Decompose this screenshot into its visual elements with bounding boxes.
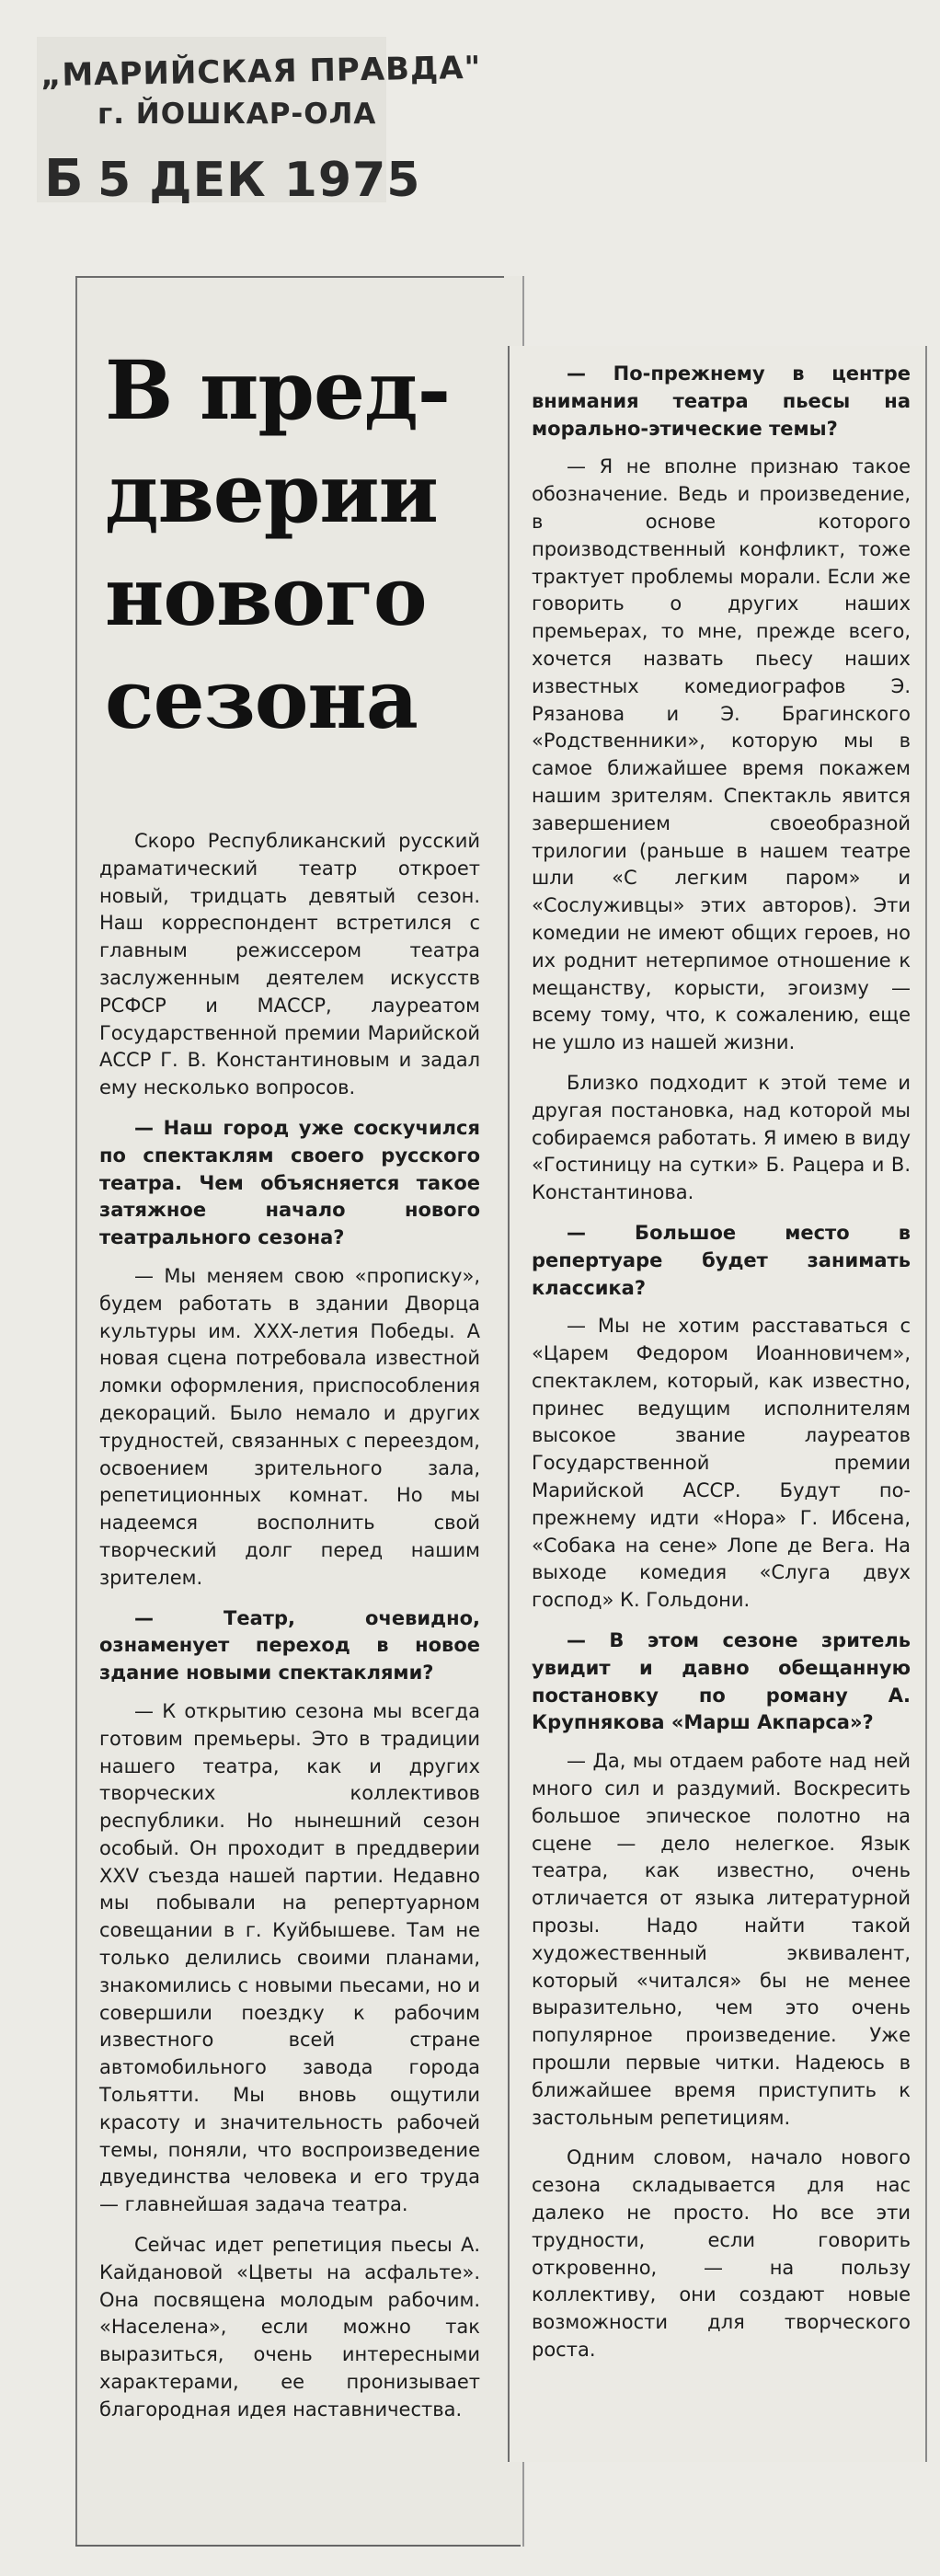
headline-line: сезона [105,651,418,747]
answer-4: — Мы не хотим расставаться с «Царем Федором Иоанновичем», спектаклем, который, как известно, принес ведущим исполнителям высокое звание лауреатов Государственной премии Марийской АССР. Будут по-прежнему идти «Нора» Г. Ибсена, «Собака на сене» Лопе де Вега. На выходе комедия «Слуга двух господ» К. Гольдони. [532,1315,911,1612]
question-4: — Большое место в репертуаре будет занимать классика? [532,1221,911,1299]
left-column [99,828,480,2424]
answer-3: — Я не вполне признаю такое обозначение. Ведь и произведение, в основе которого производственный конфликт, тоже трактует проблемы морали. Если же говорить о других наших премьерах, то мне, прежде всего, хочется назвать пьесу наших известных комедиографов Э. Рязанова и Э. Брагинского «Родственники», которую мы в самое ближайшее время покажем нашим зрителям. Спектакль явится завершением своеобразной трилогии (раньше в нашем театре шли «С легким паром» и «Сослуживцы» этих авторов). Эти комедии не имеют общих героев, но их роднит нетерпимое отношение к мещанству, корысти, эгоизму — всему тому, что, к сожалению, еще не ушло из нашей жизни. [532,455,911,1054]
question-5: — В этом сезоне зритель увидит и давно обещанную постановку по роману А. Крупнякова «Марш Акпарса»? [532,1629,911,1734]
stamp-city: г. ЙОШКАР-ОЛА [97,98,377,131]
clipping-bottom-border [75,2545,521,2547]
headline-line: дверии [105,445,438,541]
headline-line: В пред- [105,342,451,438]
article-headline [105,339,473,751]
question-1: — Наш город уже соскучился по спектаклям своего русского театра. Чем объясняется такое затяжное начало нового театрального сезона? [99,1116,480,1249]
answer-1: — Мы меняем свою «прописку», будем работать в здании Дворца культуры им. XXX-летия Победы. А новая сцена потребовала известной ломки оформления, приспособления декораций. Было немало и других трудностей, связанных с переездом, освоением зрительного зала, репетиционных комнат. Но мы надеемся восполнить свой творческий долг перед нашим зрителем. [99,1264,480,1589]
answer-2-continued: Сейчас идет репетиция пьесы А. Кайдановой «Цветы на асфальте». Она посвящена молодым рабочим. «Населена», если можно так выразиться, очень интересными характерами, ее пронизывает благородная идея наставничества. [99,2234,480,2421]
stamp-date-line [44,149,420,209]
question-3: — По-прежнему в центре внимания театра пьесы на морально-этические темы? [532,362,911,440]
stamp-date: 5 ДЕК 1975 [97,153,421,208]
answer-2: — К открытию сезона мы всегда готовим премьеры. Это в традиции нашего театра, как и других творческих коллективов республики. Но нынешний сезон особый. Он проходит в преддверии XXV съезда нашей партии. Недавно мы побывали на репертуарном совещании в г. Куйбышеве. Там не только делились своими планами, знакомились с новыми пьесами, но и совершили поездку к рабочим известного всей стране автомобильного завода города Тольятти. Мы вновь ощутили красоту и значительность рабочей темы, поняли, что воспроизведение двуединства человека и его труда — главнейшая задача театра. [99,1699,480,2216]
archive-stamp [26,18,482,212]
answer-5-continued: Одним словом, начало нового сезона складывается для нас далеко не просто. Но все эти трудности, если говорить откровенно, — на пользу коллективу, они создают новые возможности для творческого роста. [532,2146,911,2361]
clipping-top-border [75,276,504,278]
article-intro: Скоро Республиканский русский драматический театр откроет новый, тридцать девятый сезон. Наш корреспондент встретился с главным режиссером театра заслуженным деятелем искусств РСФСР и МАССР, лауреатом Государственной премии Марийской АССР Г. В. Константиновым и задал ему несколько вопросов. [99,830,480,1099]
answer-3-continued: Близко подходит к этой теме и другая постановка, над которой мы собираемся работать. Я имею в виду «Гостиницу на сутки» Б. Рацера и В. Константинова. [532,1071,911,1204]
question-2: — Театр, очевидно, ознаменует переход в новое здание новыми спектаклями? [99,1606,480,1685]
answer-5: — Да, мы отдаем работе над ней много сил и раздумий. Воскресить большое эпическое полотно на сцене — дело нелегкое. Язык театра, как известно, очень отличается от языка литературной прозы. Надо найти такой художественный эквивалент, который «читался» бы не менее выразительно, чем это очень популярное произведение. Уже прошли первые читки. Надеюсь в ближайшее время приступить к застольным репетициям. [532,1750,911,2129]
stamp-newspaper-name: „МАРИЙСКАЯ ПРАВДА" [40,49,482,95]
headline-line: нового [105,548,427,644]
right-column [532,361,911,2364]
stamp-prefix: Б [44,149,85,209]
